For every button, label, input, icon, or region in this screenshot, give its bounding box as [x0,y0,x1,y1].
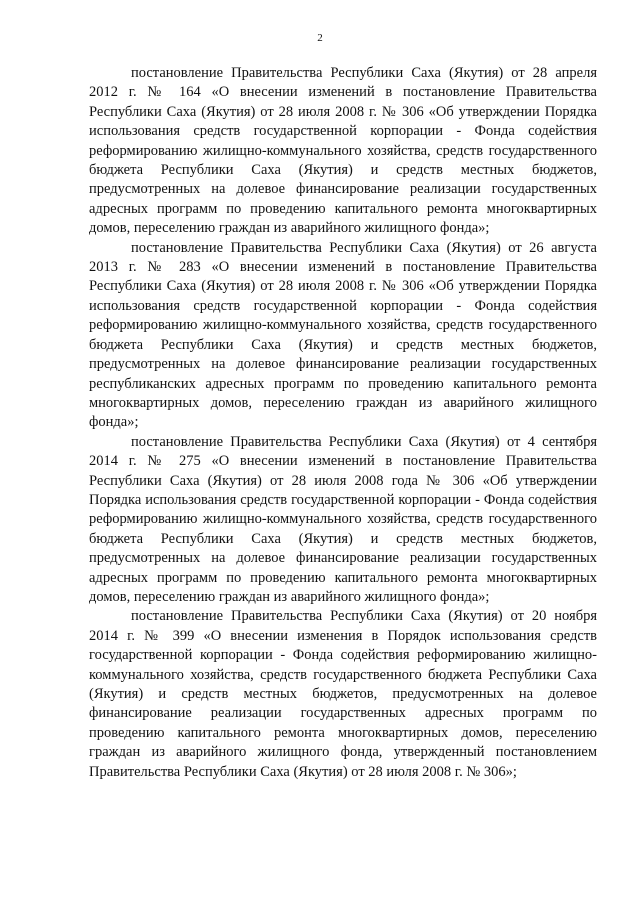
page-number: 2 [317,32,323,44]
document-body [89,64,597,782]
paragraph-resolution-283: постановление Правительства Республики Саха (Якутия) от 26 августа 2013 г. № 283 «О внесении изменений в постановление Правительства Республики Саха (Якутия) от 28 июля 2008 г. № 306 «Об утверждении Порядка использования средств государственной корпорации - Фонда содействия реформированию жилищно-коммунального хозяйства, средств государственного бюджета Республики Саха (Якутия) и средств местных бюджетов, предусмотренных на долевое финансирование реализации государственных республиканских адресных программ по проведению капитального ремонта многоквартирных домов, переселению граждан из аварийного жилищного фонда»; [89,239,597,431]
paragraph-resolution-275: постановление Правительства Республики Саха (Якутия) от 4 сентября 2014 г. № 275 «О внесении изменений в постановление Правительства Республики Саха (Якутия) от 28 июля 2008 года № 306 «Об утверждении Порядка использования средств государственной корпорации - Фонда содействия реформированию жилищно-коммунального хозяйства, средств государственного бюджета Республики Саха (Якутия) и средств местных бюджетов, предусмотренных на долевое финансирование реализации государственных адресных программ по проведению капитального ремонта многоквартирных домов, переселению граждан из аварийного жилищного фонда»; [89,433,597,605]
paragraph-resolution-399: постановление Правительства Республики Саха (Якутия) от 20 ноября 2014 г. № 399 «О внесении изменения в Порядок использования средств государственной корпорации - Фонда содействия реформированию жилищно-коммунального хозяйства, средств государственного бюджета Республики Саха (Якутия) и средств местных бюджетов, предусмотренных на долевое финансирование реализации государственных адресных программ по проведению капитального ремонта многоквартирных домов, переселению граждан из аварийного жилищного фонда, утвержденный постановлением Правительства Республики Саха (Якутия) от 28 июля 2008 г. № 306»; [89,608,597,780]
paragraph-resolution-164: постановление Правительства Республики Саха (Якутия) от 28 апреля 2012 г. № 164 «О внесении изменений в постановление Правительства Республики Саха (Якутия) от 28 июля 2008 г. № 306 «Об утверждении Порядка использования средств государственной корпорации - Фонда содействия реформированию жилищно-коммунального хозяйства, средств государственного бюджета Республики Саха (Якутия) и средств местных бюджетов, предусмотренных на долевое финансирование реализации государственных адресных программ по проведению капитального ремонта многоквартирных домов, переселению граждан из аварийного жилищного фонда»; [89,65,597,237]
